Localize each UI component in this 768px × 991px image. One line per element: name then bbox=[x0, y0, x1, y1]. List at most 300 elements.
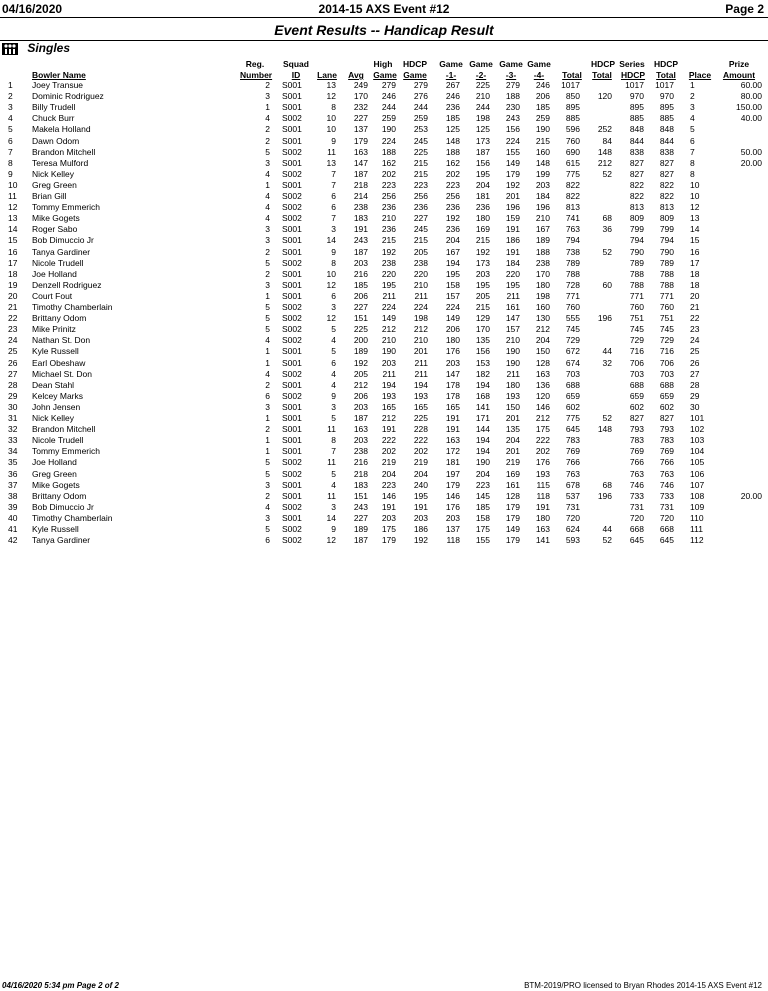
cell-squad: S002 bbox=[282, 257, 302, 268]
cell-avg: 187 bbox=[353, 168, 368, 179]
cell-lane: 10 bbox=[326, 124, 336, 135]
cell-g2: 180 bbox=[475, 213, 490, 224]
cell-g3: 169 bbox=[505, 468, 520, 479]
cell-lane: 9 bbox=[331, 246, 336, 257]
cell-avg: 238 bbox=[353, 446, 368, 457]
cell-high: 195 bbox=[381, 279, 396, 290]
cell-g4: 185 bbox=[535, 102, 550, 113]
cell-st: 763 bbox=[659, 468, 674, 479]
cell-squad: S001 bbox=[282, 268, 302, 279]
cell-name: Joe Holland bbox=[32, 457, 77, 468]
cell-name: Teresa Mulford bbox=[32, 157, 89, 168]
cell-hg: 192 bbox=[413, 535, 428, 546]
event-name: 2014-15 AXS Event #12 bbox=[318, 2, 450, 16]
cell-avg: 192 bbox=[353, 357, 368, 368]
cell-g3: 147 bbox=[505, 313, 520, 324]
cell-g1: 246 bbox=[445, 91, 460, 102]
header-g4-bottom: -4- bbox=[533, 70, 545, 80]
table-row bbox=[0, 80, 768, 91]
cell-sh: 703 bbox=[629, 368, 644, 379]
cell-g2: 155 bbox=[475, 535, 490, 546]
cell-reg: 2 bbox=[265, 135, 270, 146]
table-row bbox=[0, 369, 768, 380]
cell-g3: 224 bbox=[505, 135, 520, 146]
table-row bbox=[0, 191, 768, 202]
table-row bbox=[0, 113, 768, 124]
cell-g3: 190 bbox=[505, 346, 520, 357]
cell-g1: 172 bbox=[445, 446, 460, 457]
column-headers bbox=[0, 59, 768, 81]
cell-avg: 163 bbox=[353, 424, 368, 435]
cell-sh: 733 bbox=[629, 490, 644, 501]
header-prize-bottom: Amount bbox=[722, 70, 756, 80]
cell-st: 783 bbox=[659, 435, 674, 446]
cell-sh: 844 bbox=[629, 135, 644, 146]
cell-place: 28 bbox=[690, 379, 700, 390]
cell-lane: 14 bbox=[326, 235, 336, 246]
cell-prize: 60.00 bbox=[740, 80, 762, 90]
cell-st: 788 bbox=[659, 268, 674, 279]
cell-n: 41 bbox=[8, 524, 18, 534]
cell-hg: 193 bbox=[413, 390, 428, 401]
table-row bbox=[0, 469, 768, 480]
cell-lane: 8 bbox=[331, 435, 336, 446]
cell-g4: 246 bbox=[535, 80, 550, 90]
cell-reg: 1 bbox=[265, 435, 270, 446]
header-hdcptotal-top: HDCP bbox=[590, 59, 616, 69]
cell-g1: 137 bbox=[445, 524, 460, 534]
table-row bbox=[0, 124, 768, 135]
cell-squad: S002 bbox=[282, 146, 302, 157]
cell-lane: 13 bbox=[326, 80, 336, 90]
cell-g2: 194 bbox=[475, 379, 490, 390]
cell-g2: 173 bbox=[475, 135, 490, 146]
cell-g2: 223 bbox=[475, 479, 490, 490]
cell-total: 596 bbox=[565, 124, 580, 135]
cell-sh: 729 bbox=[629, 335, 644, 346]
cell-reg: 3 bbox=[265, 157, 270, 168]
cell-g4: 212 bbox=[535, 413, 550, 423]
cell-sh: 822 bbox=[629, 191, 644, 201]
cell-g1: 185 bbox=[445, 113, 460, 124]
cell-st: 602 bbox=[659, 401, 674, 412]
cell-squad: S001 bbox=[282, 179, 302, 190]
cell-avg: 243 bbox=[353, 235, 368, 246]
cell-n: 2 bbox=[8, 91, 13, 102]
cell-sh: 827 bbox=[629, 413, 644, 423]
cell-name: Billy Trudell bbox=[32, 102, 76, 113]
cell-place: 101 bbox=[690, 413, 705, 423]
cell-g3: 192 bbox=[505, 179, 520, 190]
table-row bbox=[0, 324, 768, 335]
cell-hg: 211 bbox=[414, 368, 428, 379]
table-row bbox=[0, 147, 768, 158]
cell-sh: 793 bbox=[629, 424, 644, 435]
cell-n: 16 bbox=[8, 246, 18, 257]
cell-n: 38 bbox=[8, 490, 18, 501]
cell-high: 223 bbox=[381, 179, 396, 190]
cell-sh: 706 bbox=[629, 357, 644, 368]
table-row bbox=[0, 335, 768, 346]
header-avg: Avg bbox=[348, 70, 364, 80]
cell-total: 624 bbox=[565, 524, 580, 534]
cell-total: 537 bbox=[565, 490, 580, 501]
table-row bbox=[0, 169, 768, 180]
cell-ht: 52 bbox=[602, 168, 612, 179]
cell-place: 4 bbox=[690, 113, 695, 124]
cell-g1: 202 bbox=[445, 168, 460, 179]
cell-reg: 1 bbox=[265, 179, 270, 190]
cell-n: 8 bbox=[8, 157, 13, 168]
cell-name: Michael St. Don bbox=[32, 368, 92, 379]
cell-total: 885 bbox=[565, 113, 580, 124]
cell-reg: 3 bbox=[265, 401, 270, 412]
cell-n: 25 bbox=[8, 346, 18, 357]
cell-g1: 224 bbox=[445, 302, 460, 312]
table-row bbox=[0, 91, 768, 102]
cell-g2: 187 bbox=[475, 146, 490, 157]
header-reg-top: Reg. bbox=[245, 59, 265, 69]
table-row bbox=[0, 491, 768, 502]
cell-place: 17 bbox=[690, 257, 700, 268]
cell-g2: 210 bbox=[475, 91, 490, 102]
cell-g4: 120 bbox=[535, 390, 550, 401]
cell-reg: 1 bbox=[265, 290, 270, 301]
cell-reg: 3 bbox=[265, 91, 270, 102]
cell-squad: S001 bbox=[282, 401, 302, 412]
cell-reg: 3 bbox=[265, 479, 270, 490]
cell-g2: 135 bbox=[475, 335, 490, 346]
cell-g3: 190 bbox=[505, 357, 520, 368]
cell-avg: 227 bbox=[353, 302, 368, 312]
cell-g4: 136 bbox=[535, 379, 550, 390]
table-row bbox=[0, 480, 768, 491]
cell-g1: 195 bbox=[445, 268, 460, 279]
cell-high: 236 bbox=[381, 224, 396, 235]
cell-high: 211 bbox=[382, 290, 396, 301]
cell-g2: 215 bbox=[475, 302, 490, 312]
cell-lane: 7 bbox=[331, 168, 336, 179]
cell-g3: 243 bbox=[505, 113, 520, 124]
cell-n: 3 bbox=[8, 102, 13, 113]
cell-g1: 179 bbox=[445, 479, 460, 490]
cell-squad: S002 bbox=[282, 457, 302, 468]
cell-ht: 212 bbox=[597, 157, 612, 168]
cell-g1: 223 bbox=[445, 179, 460, 190]
cell-avg: 185 bbox=[353, 279, 368, 290]
cell-g4: 202 bbox=[535, 446, 550, 457]
cell-g1: 204 bbox=[445, 235, 460, 246]
cell-place: 107 bbox=[690, 479, 705, 490]
cell-hg: 225 bbox=[413, 413, 428, 423]
cell-g3: 179 bbox=[505, 512, 520, 523]
cell-hg: 236 bbox=[413, 202, 428, 213]
cell-lane: 11 bbox=[327, 146, 336, 157]
cell-reg: 2 bbox=[265, 268, 270, 279]
cell-st: 809 bbox=[659, 213, 674, 224]
cell-g3: 201 bbox=[505, 191, 520, 201]
cell-lane: 11 bbox=[327, 490, 336, 501]
cell-total: 688 bbox=[565, 379, 580, 390]
cell-ht: 148 bbox=[597, 146, 612, 157]
cell-place: 102 bbox=[690, 424, 705, 435]
table-row bbox=[0, 136, 768, 147]
footer-license: BTM-2019/PRO licensed to Bryan Rhodes 2014-15 AXS Event #12 bbox=[524, 981, 762, 990]
cell-g4: 148 bbox=[535, 157, 550, 168]
cell-lane: 4 bbox=[331, 368, 336, 379]
cell-g1: 158 bbox=[445, 279, 460, 290]
cell-g3: 191 bbox=[505, 246, 520, 257]
cell-hg: 205 bbox=[413, 246, 428, 257]
cell-total: 760 bbox=[565, 302, 580, 312]
cell-g2: 168 bbox=[475, 390, 490, 401]
cell-total: 731 bbox=[565, 501, 580, 512]
cell-total: 822 bbox=[565, 191, 580, 201]
cell-hg: 244 bbox=[413, 102, 428, 113]
cell-g2: 192 bbox=[475, 246, 490, 257]
cell-name: Tommy Emmerich bbox=[32, 446, 101, 457]
cell-high: 223 bbox=[381, 479, 396, 490]
cell-name: Roger Sabo bbox=[32, 224, 78, 235]
cell-g1: 192 bbox=[445, 213, 460, 224]
cell-avg: 163 bbox=[353, 146, 368, 157]
cell-reg: 6 bbox=[265, 390, 270, 401]
cell-total: 763 bbox=[565, 224, 580, 235]
cell-ht: 60 bbox=[602, 279, 612, 290]
cell-lane: 10 bbox=[326, 268, 336, 279]
cell-st: 813 bbox=[659, 202, 674, 213]
cell-n: 37 bbox=[8, 479, 18, 490]
cell-total: 602 bbox=[565, 401, 580, 412]
cell-sh: 822 bbox=[629, 179, 644, 190]
cell-total: 728 bbox=[565, 279, 580, 290]
cell-reg: 5 bbox=[265, 257, 270, 268]
cell-squad: S001 bbox=[282, 124, 302, 135]
cell-sh: 790 bbox=[629, 246, 644, 257]
cell-avg: 227 bbox=[353, 512, 368, 523]
cell-lane: 6 bbox=[331, 290, 336, 301]
cell-avg: 214 bbox=[353, 191, 368, 201]
cell-g3: 211 bbox=[506, 290, 520, 301]
cell-sh: 813 bbox=[629, 202, 644, 213]
cell-lane: 14 bbox=[326, 512, 336, 523]
cell-g1: 165 bbox=[445, 401, 460, 412]
cell-g1: 191 bbox=[445, 424, 460, 435]
cell-hg: 245 bbox=[413, 135, 428, 146]
header-g2-top: Game bbox=[469, 59, 493, 69]
header-squad-bottom: ID bbox=[291, 70, 301, 80]
cell-high: 211 bbox=[382, 368, 396, 379]
cell-st: 794 bbox=[659, 235, 674, 246]
cell-lane: 11 bbox=[327, 424, 336, 435]
header-g3-top: Game bbox=[499, 59, 523, 69]
cell-reg: 2 bbox=[265, 124, 270, 135]
cell-total: 766 bbox=[565, 457, 580, 468]
cell-squad: S001 bbox=[282, 80, 302, 90]
cell-total: 703 bbox=[565, 368, 580, 379]
table-row bbox=[0, 102, 768, 113]
cell-total: 729 bbox=[565, 335, 580, 346]
table-row bbox=[0, 446, 768, 457]
cell-g1: 181 bbox=[445, 457, 460, 468]
cell-g2: 205 bbox=[475, 290, 490, 301]
cell-g3: 219 bbox=[505, 457, 520, 468]
cell-n: 15 bbox=[8, 235, 18, 246]
cell-avg: 212 bbox=[353, 379, 368, 390]
cell-reg: 4 bbox=[265, 368, 270, 379]
cell-place: 22 bbox=[690, 313, 700, 324]
cell-g3: 135 bbox=[505, 424, 520, 435]
cell-g2: 182 bbox=[475, 368, 490, 379]
cell-squad: S001 bbox=[282, 490, 302, 501]
cell-lane: 12 bbox=[326, 279, 336, 290]
cell-hg: 186 bbox=[413, 524, 428, 534]
cell-high: 224 bbox=[381, 302, 396, 312]
cell-g2: 204 bbox=[475, 468, 490, 479]
cell-total: 775 bbox=[565, 168, 580, 179]
cell-sh: 771 bbox=[629, 290, 644, 301]
cell-g4: 176 bbox=[535, 457, 550, 468]
table-row bbox=[0, 413, 768, 424]
cell-g1: 236 bbox=[445, 202, 460, 213]
cell-place: 2 bbox=[690, 91, 695, 102]
cell-hg: 215 bbox=[413, 168, 428, 179]
cell-g4: 180 bbox=[535, 512, 550, 523]
cell-n: 23 bbox=[8, 324, 18, 335]
cell-g3: 211 bbox=[506, 368, 520, 379]
cell-place: 105 bbox=[690, 457, 705, 468]
cell-name: Nicole Trudell bbox=[32, 435, 84, 446]
cell-name: Dean Stahl bbox=[32, 379, 75, 390]
cell-place: 3 bbox=[690, 102, 695, 113]
cell-lane: 12 bbox=[326, 91, 336, 102]
cell-reg: 4 bbox=[265, 191, 270, 201]
cell-total: 1017 bbox=[561, 80, 580, 90]
cell-st: 760 bbox=[659, 302, 674, 312]
cell-avg: 187 bbox=[353, 246, 368, 257]
header-prize-top: Prize bbox=[728, 59, 750, 69]
cell-avg: 183 bbox=[353, 479, 368, 490]
cell-st: 706 bbox=[659, 357, 674, 368]
cell-high: 202 bbox=[381, 168, 396, 179]
cell-g2: 195 bbox=[475, 168, 490, 179]
header-hdcpt2-top: HDCP bbox=[653, 59, 679, 69]
cell-sh: 746 bbox=[629, 479, 644, 490]
cell-place: 20 bbox=[690, 290, 700, 301]
cell-g1: 167 bbox=[445, 246, 460, 257]
cell-reg: 1 bbox=[265, 102, 270, 113]
cell-high: 191 bbox=[381, 424, 396, 435]
cell-st: 659 bbox=[659, 390, 674, 401]
cell-name: Joe Holland bbox=[32, 268, 77, 279]
cell-reg: 5 bbox=[265, 524, 270, 534]
cell-hg: 210 bbox=[413, 279, 428, 290]
cell-st: 827 bbox=[659, 157, 674, 168]
cell-g3: 156 bbox=[505, 124, 520, 135]
cell-squad: S002 bbox=[282, 390, 302, 401]
cell-g2: 194 bbox=[475, 435, 490, 446]
cell-name: Brittany Odom bbox=[32, 490, 87, 501]
cell-avg: 187 bbox=[353, 535, 368, 546]
cell-hg: 212 bbox=[413, 324, 428, 335]
cell-squad: S001 bbox=[282, 446, 302, 457]
header-total: Total bbox=[562, 70, 582, 80]
cell-lane: 10 bbox=[326, 113, 336, 124]
cell-reg: 1 bbox=[265, 413, 270, 423]
cell-high: 238 bbox=[381, 257, 396, 268]
cell-g4: 160 bbox=[535, 146, 550, 157]
cell-hg: 194 bbox=[413, 379, 428, 390]
cell-high: 279 bbox=[381, 80, 396, 90]
cell-high: 203 bbox=[381, 512, 396, 523]
cell-n: 4 bbox=[8, 113, 13, 124]
cell-lane: 12 bbox=[326, 313, 336, 324]
cell-total: 555 bbox=[565, 313, 580, 324]
cell-name: Court Fout bbox=[32, 290, 73, 301]
cell-avg: 200 bbox=[353, 335, 368, 346]
cell-high: 179 bbox=[381, 535, 396, 546]
cell-squad: S002 bbox=[282, 213, 302, 224]
cell-n: 7 bbox=[8, 146, 13, 157]
cell-total: 789 bbox=[565, 257, 580, 268]
cell-g1: 118 bbox=[446, 535, 460, 546]
cell-g1: 162 bbox=[445, 157, 460, 168]
table-row bbox=[0, 380, 768, 391]
cell-total: 775 bbox=[565, 413, 580, 423]
cell-g3: 149 bbox=[505, 524, 520, 534]
cell-reg: 1 bbox=[265, 446, 270, 457]
cell-sh: 659 bbox=[629, 390, 644, 401]
cell-total: 822 bbox=[565, 179, 580, 190]
cell-total: 674 bbox=[565, 357, 580, 368]
cell-total: 745 bbox=[565, 324, 580, 335]
cell-g4: 196 bbox=[535, 202, 550, 213]
cell-g2: 145 bbox=[475, 490, 490, 501]
cell-n: 1 bbox=[8, 80, 13, 90]
cell-high: 212 bbox=[381, 324, 396, 335]
cell-sh: 1017 bbox=[625, 80, 644, 90]
report-header bbox=[0, 0, 768, 18]
cell-sh: 763 bbox=[629, 468, 644, 479]
cell-place: 110 bbox=[690, 512, 704, 523]
cell-sh: 885 bbox=[629, 113, 644, 124]
cell-total: 645 bbox=[565, 424, 580, 435]
cell-squad: S001 bbox=[282, 512, 302, 523]
cell-reg: 4 bbox=[265, 202, 270, 213]
cell-g2: 156 bbox=[475, 346, 490, 357]
cell-st: 885 bbox=[659, 113, 674, 124]
cell-g2: 195 bbox=[475, 279, 490, 290]
cell-place: 18 bbox=[690, 268, 700, 279]
cell-total: 659 bbox=[565, 390, 580, 401]
cell-g3: 279 bbox=[505, 80, 520, 90]
cell-prize: 150.00 bbox=[736, 102, 762, 113]
table-row bbox=[0, 424, 768, 435]
cell-sh: 827 bbox=[629, 168, 644, 179]
cell-name: Joey Transue bbox=[32, 80, 84, 90]
cell-n: 24 bbox=[8, 335, 18, 346]
cell-hg: 219 bbox=[413, 457, 428, 468]
cell-name: Chuck Burr bbox=[32, 113, 75, 124]
cell-g3: 157 bbox=[505, 324, 520, 335]
cell-avg: 203 bbox=[353, 401, 368, 412]
cell-avg: 189 bbox=[353, 524, 368, 534]
cell-sh: 789 bbox=[629, 257, 644, 268]
cell-high: 202 bbox=[381, 446, 396, 457]
cell-squad: S001 bbox=[282, 435, 302, 446]
cell-total: 678 bbox=[565, 479, 580, 490]
cell-g2: 215 bbox=[475, 235, 490, 246]
